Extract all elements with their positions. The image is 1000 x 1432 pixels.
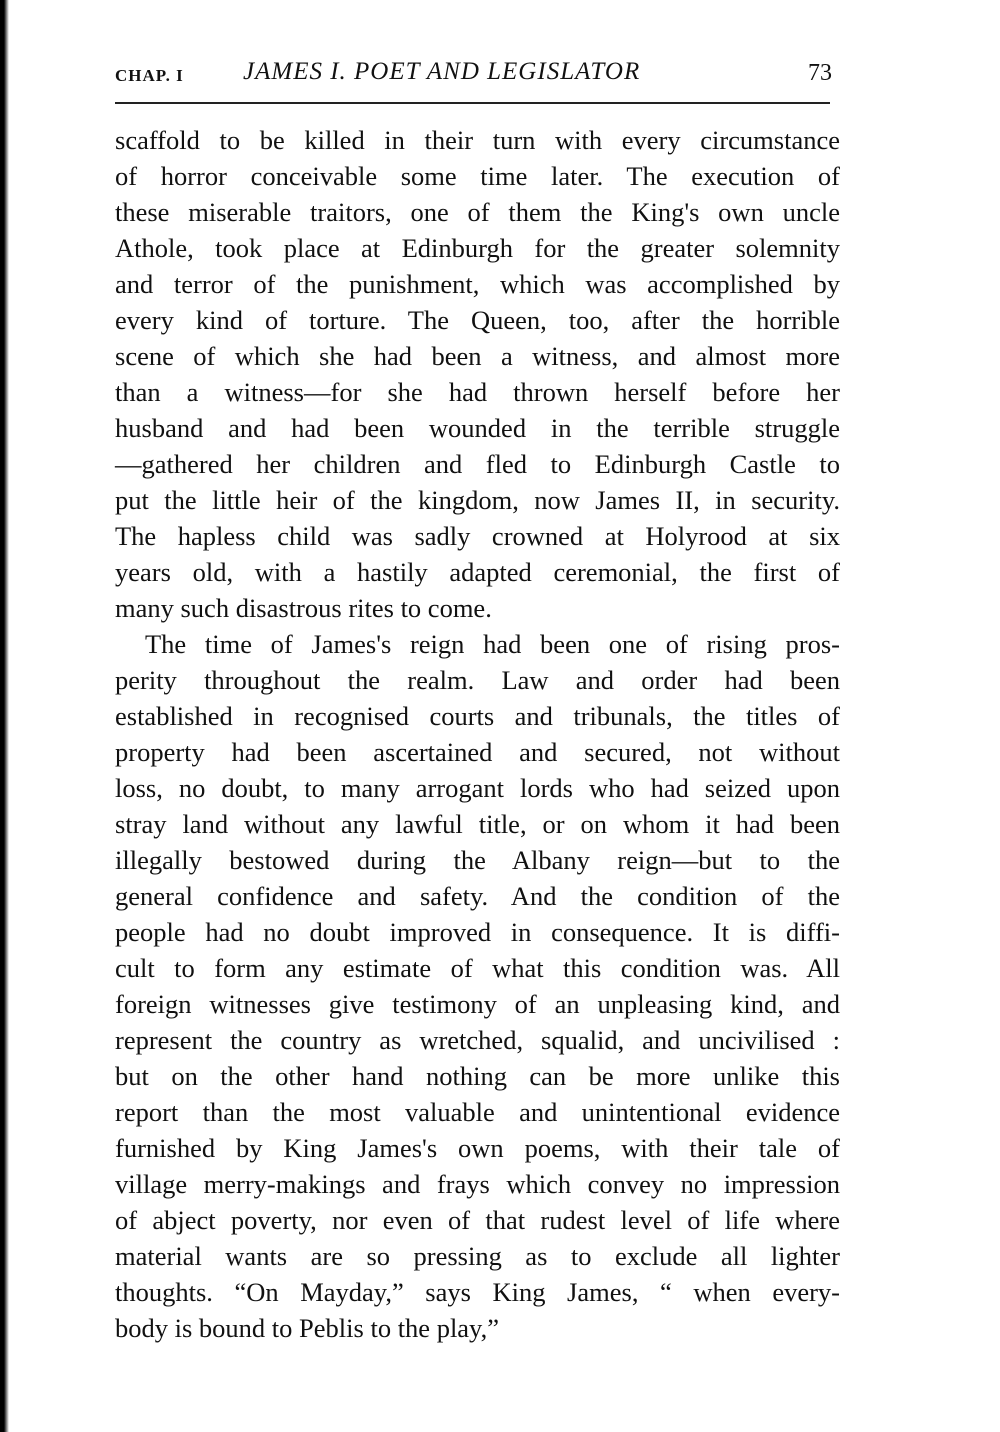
text-line: of horror conceivable some time later. The execution of xyxy=(115,161,840,191)
chapter-label: CHAP. I xyxy=(115,66,184,85)
text-line: these miserable traitors, one of them the King's own uncle xyxy=(115,197,840,227)
text-line: The time of James's reign had been one of rising pros- xyxy=(145,629,840,659)
header-rule xyxy=(115,102,830,104)
text-line: stray land without any lawful title, or on whom it had been xyxy=(115,809,840,839)
text-line: material wants are so pressing as to exclude all lighter xyxy=(115,1241,840,1271)
text-line: every kind of torture. The Queen, too, after the horrible xyxy=(115,305,840,335)
text-line: people had no doubt improved in consequence. It is diffi- xyxy=(115,917,840,947)
text-line: many such disastrous rites to come. xyxy=(115,593,492,623)
text-line: furnished by King James's own poems, with their tale of xyxy=(115,1133,840,1163)
text-line: general confidence and safety. And the condition of the xyxy=(115,881,840,911)
paragraph xyxy=(115,626,840,1346)
text-line: cult to form any estimate of what this condition was. All xyxy=(115,953,840,983)
text-line: village merry-makings and frays which convey no impression xyxy=(115,1169,840,1199)
text-line: report than the most valuable and unintentional evidence xyxy=(115,1097,840,1127)
text-line: put the little heir of the kingdom, now James II, in security. xyxy=(115,485,840,515)
text-line: The hapless child was sadly crowned at Holyrood at six xyxy=(115,521,840,551)
text-line: scene of which she had been a witness, and almost more xyxy=(115,341,840,371)
page-body xyxy=(115,122,840,1346)
page-number: 73 xyxy=(808,60,832,86)
running-title: JAMES I. POET AND LEGISLATOR xyxy=(243,58,641,85)
text-line: represent the country as wretched, squalid, and uncivilised : xyxy=(115,1025,840,1055)
paragraph xyxy=(115,122,840,626)
text-line: illegally bestowed during the Albany reign—but to the xyxy=(115,845,840,875)
text-line: of abject poverty, nor even of that rudest level of life where xyxy=(115,1205,840,1235)
text-line: established in recognised courts and tribunals, the titles of xyxy=(115,701,840,731)
text-line: property had been ascertained and secured, not without xyxy=(115,737,840,767)
text-line: thoughts. “On Mayday,” says King James, “ when every- xyxy=(115,1277,840,1307)
text-line: foreign witnesses give testimony of an unpleasing kind, and xyxy=(115,989,840,1019)
text-line: loss, no doubt, to many arrogant lords who had seized upon xyxy=(115,773,840,803)
text-line: husband and had been wounded in the terrible struggle xyxy=(115,413,840,443)
text-line: perity throughout the realm. Law and order had been xyxy=(115,665,840,695)
text-line: and terror of the punishment, which was accomplished by xyxy=(115,269,840,299)
text-line: but on the other hand nothing can be more unlike this xyxy=(115,1061,840,1091)
text-line: scaffold to be killed in their turn with every circumstance xyxy=(115,125,840,155)
text-line: years old, with a hastily adapted ceremonial, the first of xyxy=(115,557,840,587)
book-binding-edge xyxy=(0,0,9,1432)
text-line: Athole, took place at Edinburgh for the greater solemnity xyxy=(115,233,840,263)
page-header xyxy=(115,58,840,94)
text-line: than a witness—for she had thrown herself before her xyxy=(115,377,840,407)
text-line: body is bound to Peblis to the play,” xyxy=(115,1313,499,1343)
text-line: —gathered her children and fled to Edinburgh Castle to xyxy=(115,449,840,479)
